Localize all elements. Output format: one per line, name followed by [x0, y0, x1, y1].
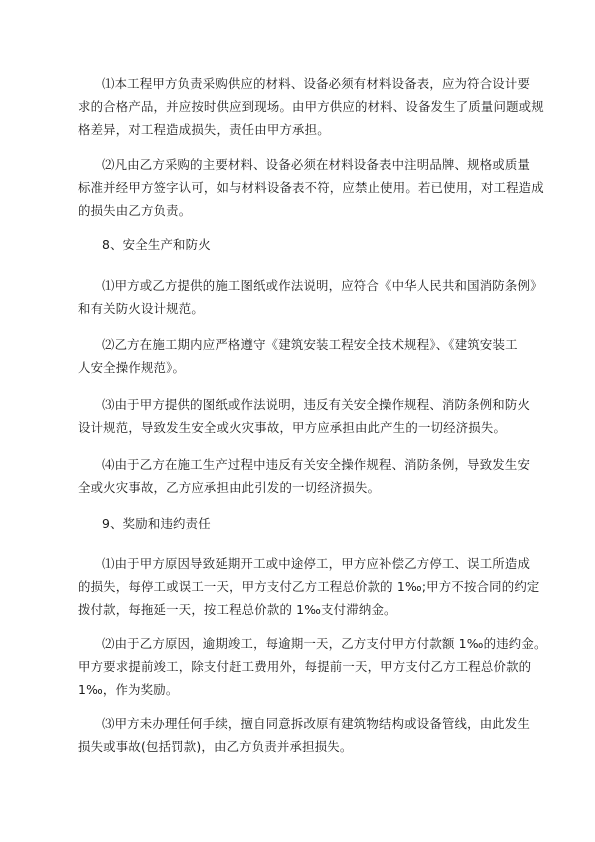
text-line: 甲方要求提前竣工，除支付赶工费用外，每提前一天，甲方支付乙方工程总价款的: [78, 659, 532, 674]
text-line: ⑶甲方未办理任何手续，擅自同意拆改原有建筑物结构或设备管线，由此发生: [102, 716, 531, 731]
paragraph-material-supply-contractor: [78, 153, 544, 222]
text-line: 全或火灾事故，乙方应承担由此引发的一切经济损失。: [78, 480, 381, 495]
text-line: ⑷由于乙方在施工生产过程中违反有关安全操作规程、消防条例，导致发生安: [102, 457, 531, 472]
paragraph-safety-1: [78, 274, 543, 320]
text-line: 拨付款，每拖延一天，按工程总价款的 1‰支付滞纳金。: [78, 602, 397, 617]
text-line: 1‰，作为奖励。: [78, 682, 179, 697]
text-line: 格差异，对工程造成损失，责任由甲方承担。: [78, 122, 330, 137]
section-heading-safety: 8、安全生产和防火: [102, 237, 211, 252]
text-line: 人安全操作规范》。: [78, 360, 186, 375]
text-line: ⑴由于甲方原因导致延期开工或中途停工，甲方应补偿乙方停工、误工所造成: [102, 556, 531, 571]
paragraph-penalty-1: [78, 552, 540, 621]
text-line: 的损失由乙方负责。: [78, 203, 192, 218]
paragraph-safety-4: [78, 453, 531, 499]
text-line: 设计规范，导致发生安全或火灾事故，甲方应承担由此产生的一切经济损失。: [78, 420, 507, 435]
paragraph-safety-2: [78, 333, 523, 379]
text-line: 的损失，每停工或误工一天，甲方支付乙方工程总价款的 1‰;甲方不按合同的约定: [78, 579, 540, 594]
paragraph-penalty-3: [78, 712, 531, 758]
text-line: 和有关防火设计规范。: [78, 301, 204, 316]
paragraph-safety-3: [78, 393, 531, 439]
paragraph-material-supply-owner: [78, 72, 544, 141]
text-line: ⑵凡由乙方采购的主要材料、设备必须在材料设备表中注明品牌、规格或质量: [102, 157, 531, 172]
paragraph-penalty-2: [78, 632, 547, 701]
text-line: ⑵由于乙方原因，逾期竣工，每逾期一天，乙方支付甲方付款额 1‰的违约金。: [102, 636, 547, 651]
text-line: 求的合格产品，并应按时供应到现场。由甲方供应的材料、设备发生了质量问题或规: [78, 99, 544, 114]
text-line: ⑶由于甲方提供的图纸或作法说明，违反有关安全操作规程、消防条例和防火: [102, 397, 531, 412]
section-heading-rewards-penalties: 9、奖励和违约责任: [102, 516, 211, 531]
text-line: 损失或事故(包括罚款)，由乙方负责并承担损失。: [78, 739, 353, 754]
text-line: ⑴本工程甲方负责采购供应的材料、设备必须有材料设备表，应为符合设计要: [102, 76, 531, 91]
text-line: ⑴甲方或乙方提供的施工图纸或作法说明，应符合《中华人民共和国消防条例》: [102, 278, 543, 293]
text-line: ⑵乙方在施工期内应严格遵守《建筑安装工程安全技术规程》、《建筑安装工: [102, 337, 518, 352]
text-line: 标准并经甲方签字认可，如与材料设备表不符，应禁止使用。若已使用，对工程造成: [78, 180, 544, 195]
